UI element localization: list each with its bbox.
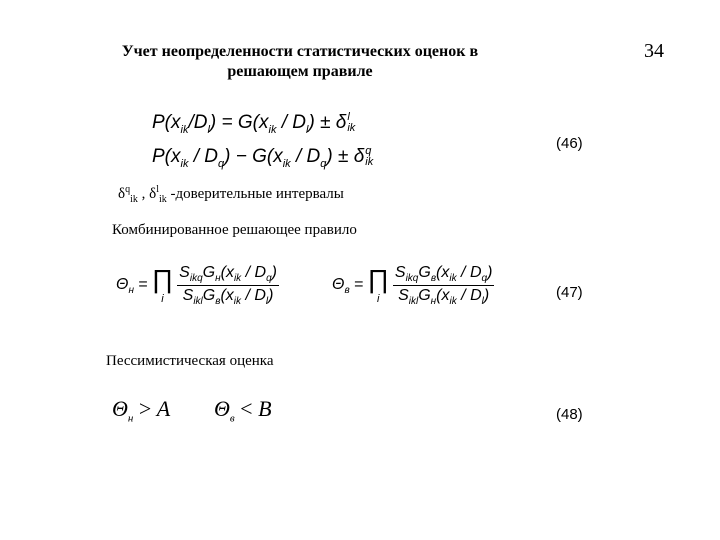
eq47-left: $\Theta_н$ = ∏ i $\frac{S_{ikq}G_н(x_{ik} / D_q)}{S_{ikl}G_в(x_{ik} / D_l)}$: [116, 264, 277, 308]
eq47-right-fraction: $\frac{S_{ikq}G_в(x_{ik} / D_q)}{S_{ikl}G_н(x_{ik} / D_l)}$: [394, 264, 493, 308]
eq47-number: (47): [556, 284, 583, 301]
eq48-left: $\Theta_н > A$: [112, 396, 171, 425]
eq48-right: $\Theta_в < B$: [214, 396, 272, 425]
product-symbol: ∏ i: [367, 264, 389, 306]
title-line-1: Учет неопределенности статистических оценок в: [121, 43, 479, 60]
title-line-2: решающем правиле: [227, 63, 373, 80]
eq48-number: (48): [556, 406, 583, 423]
slide-title: [120, 42, 480, 82]
eq47-left-fraction: $\frac{S_{ikq}G_н(x_{ik} / D_q)}{S_{ikl}G_в(x_{ik} / D_l)}$: [179, 264, 277, 308]
eq46-line2: $P(x_{ik} / D_q) - G(x_{ik} / D_q) \pm \delta$ q ik: [152, 145, 374, 170]
confidence-interval-note: $\delta^q_{ik}$ , $\delta^l_{ik}$ -доверительные интервалы: [118, 184, 344, 205]
page-number: 34: [644, 40, 664, 62]
eq46-line1: $P(x_{ik}/D_l) = G(x_{ik} / D_l) \pm \delta$ l ik: [152, 111, 356, 136]
combined-rule-label: Комбинированное решающее правило: [112, 222, 357, 238]
eq46-number: (46): [556, 135, 583, 152]
pessimistic-label: Пессимистическая оценка: [106, 353, 274, 369]
eq47-right: $\Theta_в$ = ∏ i $\frac{S_{ikq}G_в(x_{ik} / D_q)}{S_{ikl}G_н(x_{ik} / D_l)}$: [332, 264, 493, 308]
product-symbol: ∏ i: [151, 264, 174, 306]
